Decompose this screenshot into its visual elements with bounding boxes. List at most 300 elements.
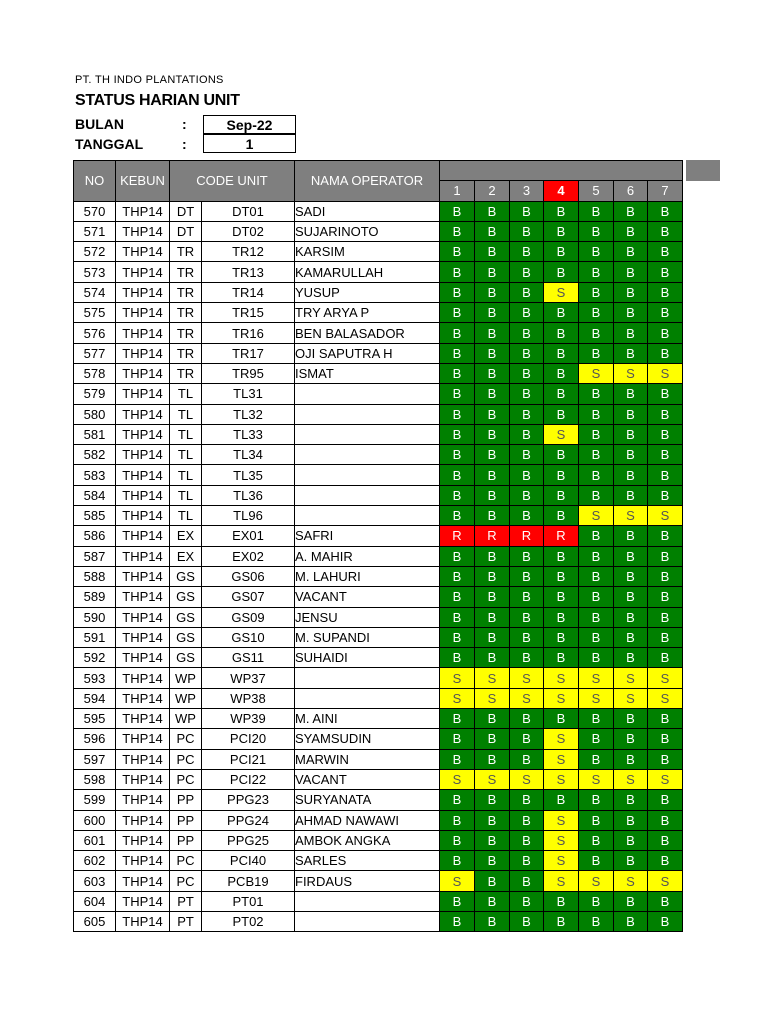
cell-unit-type[interactable]: PC bbox=[170, 749, 202, 769]
status-cell[interactable]: B bbox=[614, 384, 648, 404]
status-cell[interactable]: B bbox=[440, 911, 475, 931]
cell-operator[interactable]: AMBOK ANGKA bbox=[295, 830, 440, 850]
cell-no[interactable]: 602 bbox=[74, 851, 116, 871]
status-cell[interactable]: B bbox=[614, 343, 648, 363]
status-cell[interactable]: B bbox=[648, 445, 683, 465]
cell-kebun[interactable]: THP14 bbox=[116, 404, 170, 424]
cell-no[interactable]: 594 bbox=[74, 688, 116, 708]
status-cell[interactable]: B bbox=[510, 445, 544, 465]
status-cell[interactable]: B bbox=[648, 424, 683, 444]
status-cell[interactable]: S bbox=[579, 688, 614, 708]
cell-code-unit[interactable]: PPG24 bbox=[202, 810, 295, 830]
cell-operator[interactable]: TRY ARYA P bbox=[295, 303, 440, 323]
cell-no[interactable]: 604 bbox=[74, 891, 116, 911]
status-cell[interactable]: B bbox=[648, 729, 683, 749]
cell-operator[interactable]: SAFRI bbox=[295, 526, 440, 546]
status-cell[interactable]: B bbox=[440, 465, 475, 485]
status-cell[interactable]: B bbox=[614, 262, 648, 282]
cell-no[interactable]: 595 bbox=[74, 709, 116, 729]
status-cell[interactable]: B bbox=[614, 424, 648, 444]
status-cell[interactable]: B bbox=[614, 242, 648, 262]
status-cell[interactable]: B bbox=[510, 648, 544, 668]
cell-kebun[interactable]: THP14 bbox=[116, 668, 170, 688]
cell-no[interactable]: 584 bbox=[74, 485, 116, 505]
cell-kebun[interactable]: THP14 bbox=[116, 871, 170, 891]
cell-kebun[interactable]: THP14 bbox=[116, 445, 170, 465]
status-cell[interactable]: B bbox=[544, 709, 579, 729]
status-cell[interactable]: B bbox=[510, 851, 544, 871]
cell-no[interactable]: 572 bbox=[74, 242, 116, 262]
status-cell[interactable]: B bbox=[579, 749, 614, 769]
status-cell[interactable]: B bbox=[579, 384, 614, 404]
cell-no[interactable]: 593 bbox=[74, 668, 116, 688]
status-cell[interactable]: B bbox=[614, 323, 648, 343]
cell-unit-type[interactable]: PP bbox=[170, 830, 202, 850]
cell-code-unit[interactable]: DT01 bbox=[202, 201, 295, 221]
status-cell[interactable]: S bbox=[614, 871, 648, 891]
status-cell[interactable]: B bbox=[510, 810, 544, 830]
status-cell[interactable]: S bbox=[648, 363, 683, 383]
cell-kebun[interactable]: THP14 bbox=[116, 709, 170, 729]
status-cell[interactable]: B bbox=[579, 404, 614, 424]
cell-unit-type[interactable]: TL bbox=[170, 445, 202, 465]
status-cell[interactable]: B bbox=[544, 911, 579, 931]
status-cell[interactable]: B bbox=[475, 363, 510, 383]
status-cell[interactable]: B bbox=[440, 242, 475, 262]
status-cell[interactable]: B bbox=[440, 851, 475, 871]
status-cell[interactable]: B bbox=[544, 627, 579, 647]
status-cell[interactable]: B bbox=[579, 729, 614, 749]
status-cell[interactable]: B bbox=[614, 709, 648, 729]
status-cell[interactable]: S bbox=[510, 688, 544, 708]
status-cell[interactable]: B bbox=[579, 891, 614, 911]
cell-code-unit[interactable]: PPG25 bbox=[202, 830, 295, 850]
status-cell[interactable]: B bbox=[579, 242, 614, 262]
status-cell[interactable]: S bbox=[648, 871, 683, 891]
cell-operator[interactable]: M. LAHURI bbox=[295, 566, 440, 586]
cell-code-unit[interactable]: TR17 bbox=[202, 343, 295, 363]
status-cell[interactable]: S bbox=[614, 668, 648, 688]
status-cell[interactable]: B bbox=[579, 424, 614, 444]
status-cell[interactable]: S bbox=[614, 688, 648, 708]
status-cell[interactable]: B bbox=[648, 262, 683, 282]
cell-operator[interactable]: FIRDAUS bbox=[295, 871, 440, 891]
status-cell[interactable]: B bbox=[440, 404, 475, 424]
cell-no[interactable]: 587 bbox=[74, 546, 116, 566]
cell-no[interactable]: 577 bbox=[74, 343, 116, 363]
status-cell[interactable]: B bbox=[544, 891, 579, 911]
cell-no[interactable]: 580 bbox=[74, 404, 116, 424]
status-cell[interactable]: B bbox=[440, 830, 475, 850]
cell-kebun[interactable]: THP14 bbox=[116, 627, 170, 647]
cell-code-unit[interactable]: TL34 bbox=[202, 445, 295, 465]
cell-unit-type[interactable]: TL bbox=[170, 424, 202, 444]
status-cell[interactable]: B bbox=[579, 627, 614, 647]
status-cell[interactable]: B bbox=[440, 790, 475, 810]
status-cell[interactable]: B bbox=[475, 648, 510, 668]
status-cell[interactable]: S bbox=[544, 282, 579, 302]
cell-unit-type[interactable]: EX bbox=[170, 546, 202, 566]
status-cell[interactable]: B bbox=[440, 363, 475, 383]
status-cell[interactable]: B bbox=[440, 709, 475, 729]
status-cell[interactable]: B bbox=[510, 871, 544, 891]
status-cell[interactable]: S bbox=[544, 424, 579, 444]
cell-operator[interactable]: VACANT bbox=[295, 769, 440, 789]
cell-unit-type[interactable]: GS bbox=[170, 648, 202, 668]
cell-kebun[interactable]: THP14 bbox=[116, 465, 170, 485]
cell-kebun[interactable]: THP14 bbox=[116, 911, 170, 931]
status-cell[interactable]: S bbox=[579, 506, 614, 526]
status-cell[interactable]: B bbox=[579, 911, 614, 931]
status-cell[interactable]: S bbox=[544, 830, 579, 850]
cell-operator[interactable]: VACANT bbox=[295, 587, 440, 607]
status-cell[interactable]: B bbox=[544, 546, 579, 566]
cell-kebun[interactable]: THP14 bbox=[116, 830, 170, 850]
status-cell[interactable]: S bbox=[510, 769, 544, 789]
cell-kebun[interactable]: THP14 bbox=[116, 242, 170, 262]
cell-code-unit[interactable]: TR15 bbox=[202, 303, 295, 323]
status-cell[interactable]: B bbox=[648, 627, 683, 647]
status-cell[interactable]: B bbox=[544, 404, 579, 424]
status-cell[interactable]: S bbox=[579, 363, 614, 383]
cell-code-unit[interactable]: WP37 bbox=[202, 668, 295, 688]
status-cell[interactable]: B bbox=[544, 262, 579, 282]
status-cell[interactable]: B bbox=[510, 566, 544, 586]
cell-kebun[interactable]: THP14 bbox=[116, 262, 170, 282]
cell-no[interactable]: 574 bbox=[74, 282, 116, 302]
status-cell[interactable]: B bbox=[579, 566, 614, 586]
status-cell[interactable]: B bbox=[510, 343, 544, 363]
status-cell[interactable]: B bbox=[510, 911, 544, 931]
status-cell[interactable]: B bbox=[579, 262, 614, 282]
cell-unit-type[interactable]: GS bbox=[170, 587, 202, 607]
cell-no[interactable]: 605 bbox=[74, 911, 116, 931]
status-cell[interactable]: B bbox=[475, 384, 510, 404]
status-cell[interactable]: B bbox=[510, 546, 544, 566]
cell-code-unit[interactable]: GS11 bbox=[202, 648, 295, 668]
cell-unit-type[interactable]: TR bbox=[170, 363, 202, 383]
cell-kebun[interactable]: THP14 bbox=[116, 688, 170, 708]
cell-code-unit[interactable]: PCI22 bbox=[202, 769, 295, 789]
cell-kebun[interactable]: THP14 bbox=[116, 221, 170, 241]
cell-unit-type[interactable]: PT bbox=[170, 911, 202, 931]
cell-code-unit[interactable]: GS10 bbox=[202, 627, 295, 647]
status-cell[interactable]: B bbox=[648, 546, 683, 566]
status-cell[interactable]: B bbox=[614, 587, 648, 607]
cell-operator[interactable]: ISMAT bbox=[295, 363, 440, 383]
cell-no[interactable]: 598 bbox=[74, 769, 116, 789]
status-cell[interactable]: S bbox=[544, 769, 579, 789]
status-cell[interactable]: B bbox=[475, 465, 510, 485]
status-cell[interactable]: B bbox=[440, 485, 475, 505]
cell-unit-type[interactable]: GS bbox=[170, 566, 202, 586]
cell-code-unit[interactable]: TR95 bbox=[202, 363, 295, 383]
cell-code-unit[interactable]: TL32 bbox=[202, 404, 295, 424]
cell-no[interactable]: 603 bbox=[74, 871, 116, 891]
cell-code-unit[interactable]: PT02 bbox=[202, 911, 295, 931]
status-cell[interactable]: B bbox=[475, 607, 510, 627]
status-cell[interactable]: B bbox=[440, 546, 475, 566]
status-cell[interactable]: B bbox=[648, 607, 683, 627]
status-cell[interactable]: B bbox=[614, 749, 648, 769]
status-cell[interactable]: B bbox=[475, 282, 510, 302]
status-cell[interactable]: B bbox=[475, 749, 510, 769]
status-cell[interactable]: B bbox=[440, 282, 475, 302]
cell-no[interactable]: 596 bbox=[74, 729, 116, 749]
status-cell[interactable]: B bbox=[440, 810, 475, 830]
status-cell[interactable]: B bbox=[614, 566, 648, 586]
cell-code-unit[interactable]: TR13 bbox=[202, 262, 295, 282]
status-cell[interactable]: S bbox=[648, 506, 683, 526]
cell-operator[interactable] bbox=[295, 911, 440, 931]
status-cell[interactable]: B bbox=[648, 749, 683, 769]
status-cell[interactable]: B bbox=[579, 607, 614, 627]
status-cell[interactable]: B bbox=[614, 282, 648, 302]
cell-kebun[interactable]: THP14 bbox=[116, 424, 170, 444]
status-cell[interactable]: B bbox=[475, 485, 510, 505]
cell-code-unit[interactable]: PCI40 bbox=[202, 851, 295, 871]
cell-kebun[interactable]: THP14 bbox=[116, 769, 170, 789]
cell-no[interactable]: 575 bbox=[74, 303, 116, 323]
status-cell[interactable]: B bbox=[648, 242, 683, 262]
status-cell[interactable]: B bbox=[648, 343, 683, 363]
cell-code-unit[interactable]: PT01 bbox=[202, 891, 295, 911]
status-cell[interactable]: R bbox=[544, 526, 579, 546]
cell-unit-type[interactable]: TL bbox=[170, 485, 202, 505]
cell-unit-type[interactable]: PP bbox=[170, 790, 202, 810]
status-cell[interactable]: B bbox=[648, 911, 683, 931]
status-cell[interactable]: B bbox=[579, 323, 614, 343]
cell-operator[interactable]: SURYANATA bbox=[295, 790, 440, 810]
status-cell[interactable]: S bbox=[475, 668, 510, 688]
status-cell[interactable]: S bbox=[614, 363, 648, 383]
cell-kebun[interactable]: THP14 bbox=[116, 323, 170, 343]
status-cell[interactable]: B bbox=[579, 445, 614, 465]
status-cell[interactable]: B bbox=[544, 201, 579, 221]
cell-unit-type[interactable]: PP bbox=[170, 810, 202, 830]
cell-code-unit[interactable]: TR14 bbox=[202, 282, 295, 302]
status-cell[interactable]: B bbox=[544, 221, 579, 241]
status-cell[interactable]: B bbox=[579, 201, 614, 221]
status-cell[interactable]: B bbox=[648, 465, 683, 485]
cell-code-unit[interactable]: WP39 bbox=[202, 709, 295, 729]
cell-kebun[interactable]: THP14 bbox=[116, 566, 170, 586]
cell-operator[interactable] bbox=[295, 891, 440, 911]
cell-unit-type[interactable]: TR bbox=[170, 323, 202, 343]
cell-no[interactable]: 590 bbox=[74, 607, 116, 627]
cell-no[interactable]: 586 bbox=[74, 526, 116, 546]
status-cell[interactable]: B bbox=[440, 201, 475, 221]
cell-no[interactable]: 570 bbox=[74, 201, 116, 221]
status-cell[interactable]: S bbox=[614, 769, 648, 789]
status-cell[interactable]: B bbox=[475, 587, 510, 607]
status-cell[interactable]: B bbox=[544, 506, 579, 526]
status-cell[interactable]: B bbox=[614, 465, 648, 485]
status-cell[interactable]: B bbox=[510, 485, 544, 505]
status-cell[interactable]: B bbox=[648, 384, 683, 404]
status-cell[interactable]: B bbox=[579, 282, 614, 302]
status-cell[interactable]: S bbox=[440, 688, 475, 708]
status-cell[interactable]: B bbox=[475, 242, 510, 262]
status-cell[interactable]: B bbox=[648, 891, 683, 911]
status-cell[interactable]: B bbox=[440, 343, 475, 363]
status-cell[interactable]: B bbox=[510, 749, 544, 769]
status-cell[interactable]: B bbox=[510, 262, 544, 282]
status-cell[interactable]: B bbox=[544, 242, 579, 262]
cell-code-unit[interactable]: PCI21 bbox=[202, 749, 295, 769]
status-cell[interactable]: B bbox=[579, 303, 614, 323]
cell-code-unit[interactable]: TL35 bbox=[202, 465, 295, 485]
status-cell[interactable]: B bbox=[510, 607, 544, 627]
status-cell[interactable]: B bbox=[475, 262, 510, 282]
status-cell[interactable]: B bbox=[579, 709, 614, 729]
status-cell[interactable]: B bbox=[440, 506, 475, 526]
status-cell[interactable]: B bbox=[440, 648, 475, 668]
status-cell[interactable]: B bbox=[440, 323, 475, 343]
cell-kebun[interactable]: THP14 bbox=[116, 587, 170, 607]
status-cell[interactable]: B bbox=[544, 485, 579, 505]
status-cell[interactable]: B bbox=[579, 648, 614, 668]
status-cell[interactable]: B bbox=[579, 830, 614, 850]
status-cell[interactable]: B bbox=[510, 221, 544, 241]
cell-no[interactable]: 589 bbox=[74, 587, 116, 607]
status-cell[interactable]: B bbox=[648, 566, 683, 586]
status-cell[interactable]: B bbox=[475, 790, 510, 810]
status-cell[interactable]: B bbox=[510, 242, 544, 262]
cell-kebun[interactable]: THP14 bbox=[116, 485, 170, 505]
cell-unit-type[interactable]: WP bbox=[170, 688, 202, 708]
status-cell[interactable]: B bbox=[510, 709, 544, 729]
status-cell[interactable]: B bbox=[475, 424, 510, 444]
cell-code-unit[interactable]: GS07 bbox=[202, 587, 295, 607]
cell-kebun[interactable]: THP14 bbox=[116, 607, 170, 627]
status-cell[interactable]: S bbox=[510, 668, 544, 688]
status-cell[interactable]: B bbox=[544, 303, 579, 323]
cell-operator[interactable]: KAMARULLAH bbox=[295, 262, 440, 282]
cell-kebun[interactable]: THP14 bbox=[116, 648, 170, 668]
cell-code-unit[interactable]: TL36 bbox=[202, 485, 295, 505]
status-cell[interactable]: B bbox=[614, 546, 648, 566]
status-cell[interactable]: B bbox=[614, 607, 648, 627]
cell-operator[interactable] bbox=[295, 485, 440, 505]
cell-unit-type[interactable]: TL bbox=[170, 465, 202, 485]
cell-kebun[interactable]: THP14 bbox=[116, 749, 170, 769]
status-cell[interactable]: B bbox=[475, 323, 510, 343]
status-cell[interactable]: R bbox=[440, 526, 475, 546]
status-cell[interactable]: B bbox=[475, 201, 510, 221]
status-cell[interactable]: B bbox=[648, 851, 683, 871]
status-cell[interactable]: B bbox=[614, 201, 648, 221]
cell-no[interactable]: 579 bbox=[74, 384, 116, 404]
cell-unit-type[interactable]: WP bbox=[170, 709, 202, 729]
cell-unit-type[interactable]: PT bbox=[170, 891, 202, 911]
status-cell[interactable]: B bbox=[510, 790, 544, 810]
status-cell[interactable]: B bbox=[648, 810, 683, 830]
cell-operator[interactable]: MARWIN bbox=[295, 749, 440, 769]
status-cell[interactable]: B bbox=[614, 648, 648, 668]
cell-code-unit[interactable]: EX01 bbox=[202, 526, 295, 546]
status-cell[interactable]: B bbox=[614, 221, 648, 241]
status-cell[interactable]: S bbox=[544, 749, 579, 769]
cell-unit-type[interactable]: PC bbox=[170, 729, 202, 749]
cell-unit-type[interactable]: TL bbox=[170, 404, 202, 424]
status-cell[interactable]: S bbox=[544, 871, 579, 891]
cell-kebun[interactable]: THP14 bbox=[116, 891, 170, 911]
status-cell[interactable]: B bbox=[648, 201, 683, 221]
status-cell[interactable]: B bbox=[648, 485, 683, 505]
status-cell[interactable]: B bbox=[614, 485, 648, 505]
cell-operator[interactable]: SARLES bbox=[295, 851, 440, 871]
status-cell[interactable]: B bbox=[648, 587, 683, 607]
status-cell[interactable]: B bbox=[475, 851, 510, 871]
status-cell[interactable]: B bbox=[475, 891, 510, 911]
cell-no[interactable]: 573 bbox=[74, 262, 116, 282]
status-cell[interactable]: B bbox=[579, 221, 614, 241]
cell-no[interactable]: 591 bbox=[74, 627, 116, 647]
cell-code-unit[interactable]: TL33 bbox=[202, 424, 295, 444]
status-cell[interactable]: B bbox=[544, 445, 579, 465]
cell-unit-type[interactable]: TR bbox=[170, 343, 202, 363]
cell-no[interactable]: 576 bbox=[74, 323, 116, 343]
cell-operator[interactable]: AHMAD NAWAWI bbox=[295, 810, 440, 830]
status-cell[interactable]: B bbox=[510, 363, 544, 383]
status-cell[interactable]: B bbox=[544, 323, 579, 343]
cell-no[interactable]: 600 bbox=[74, 810, 116, 830]
cell-kebun[interactable]: THP14 bbox=[116, 526, 170, 546]
cell-no[interactable]: 581 bbox=[74, 424, 116, 444]
status-cell[interactable]: B bbox=[614, 911, 648, 931]
cell-unit-type[interactable]: TR bbox=[170, 242, 202, 262]
status-cell[interactable]: B bbox=[614, 810, 648, 830]
status-cell[interactable]: B bbox=[614, 891, 648, 911]
status-cell[interactable]: B bbox=[475, 871, 510, 891]
status-cell[interactable]: B bbox=[579, 485, 614, 505]
cell-operator[interactable]: SADI bbox=[295, 201, 440, 221]
status-cell[interactable]: B bbox=[475, 810, 510, 830]
cell-operator[interactable]: A. MAHIR bbox=[295, 546, 440, 566]
cell-kebun[interactable]: THP14 bbox=[116, 201, 170, 221]
cell-code-unit[interactable]: TR12 bbox=[202, 242, 295, 262]
cell-kebun[interactable]: THP14 bbox=[116, 546, 170, 566]
cell-operator[interactable] bbox=[295, 384, 440, 404]
status-cell[interactable]: B bbox=[510, 465, 544, 485]
cell-code-unit[interactable]: PCB19 bbox=[202, 871, 295, 891]
cell-unit-type[interactable]: DT bbox=[170, 221, 202, 241]
status-cell[interactable]: B bbox=[510, 587, 544, 607]
cell-code-unit[interactable]: PCI20 bbox=[202, 729, 295, 749]
cell-code-unit[interactable]: TL31 bbox=[202, 384, 295, 404]
status-cell[interactable]: B bbox=[614, 729, 648, 749]
cell-unit-type[interactable]: DT bbox=[170, 201, 202, 221]
cell-unit-type[interactable]: EX bbox=[170, 526, 202, 546]
status-cell[interactable]: B bbox=[614, 627, 648, 647]
status-cell[interactable]: B bbox=[648, 526, 683, 546]
cell-no[interactable]: 582 bbox=[74, 445, 116, 465]
status-cell[interactable]: B bbox=[475, 506, 510, 526]
cell-code-unit[interactable]: TL96 bbox=[202, 506, 295, 526]
status-cell[interactable]: S bbox=[475, 769, 510, 789]
status-cell[interactable]: B bbox=[648, 709, 683, 729]
status-cell[interactable]: B bbox=[475, 911, 510, 931]
status-cell[interactable]: B bbox=[579, 343, 614, 363]
cell-unit-type[interactable]: TL bbox=[170, 384, 202, 404]
status-cell[interactable]: S bbox=[475, 688, 510, 708]
status-cell[interactable]: B bbox=[475, 566, 510, 586]
cell-operator[interactable]: M. SUPANDI bbox=[295, 627, 440, 647]
status-cell[interactable]: B bbox=[475, 830, 510, 850]
status-cell[interactable]: B bbox=[510, 303, 544, 323]
cell-operator[interactable]: SYAMSUDIN bbox=[295, 729, 440, 749]
